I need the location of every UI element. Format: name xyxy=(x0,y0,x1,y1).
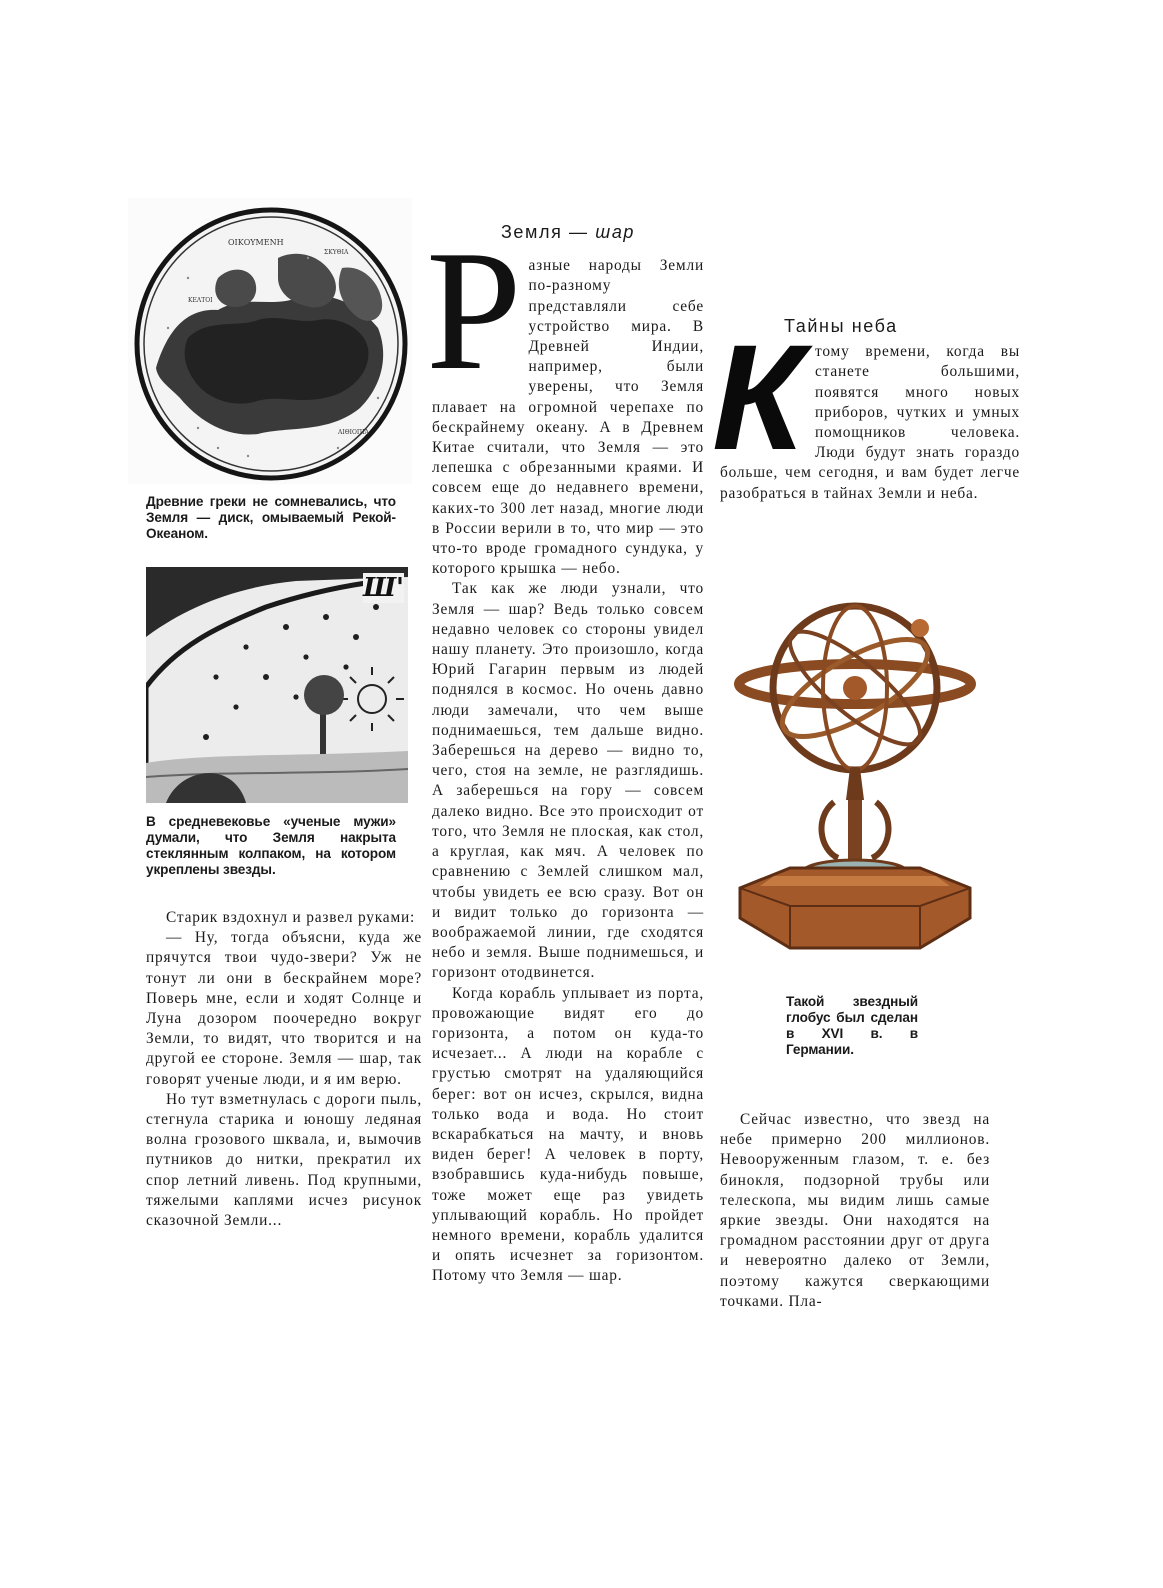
left-column-text xyxy=(146,908,422,1231)
armillary-caption: Такой звездный глобус был сделан в XVI в. в Германии. xyxy=(786,994,918,1057)
right-column-bottom-text xyxy=(720,1110,990,1312)
paragraph: Но тут взметнулась с дороги пыль, стегнула старика и юношу ледяная волна грозового шквала, и, вымочив путников до нитки, прекратил их спор летний ливень. Под крупными, тяжелыми каплями исчез рисунок сказочной Земли... xyxy=(146,1090,422,1230)
flat-earth-illustration xyxy=(128,198,412,484)
drop-cap-r: Р xyxy=(426,216,523,407)
paragraph: — Ну, тогда объясни, куда же прячутся твои чудо-звери? Уж не тонут ли они в бескрайнем море? Поверь мне, если и ходят Солнце и Луна дозором поочередно вокруг Земли, то видят, что творится и на другой ее стороне. Земля — шар, так говорят ученые люди, и я им верю. xyxy=(146,929,422,1088)
svg-text:ΟΙΚΟΥΜΕΝΗ: ΟΙΚΟΥΜΕΝΗ xyxy=(228,238,284,247)
paragraph: Так как же люди узнали, что Земля — шар? Ведь только совсем недавно человек со стороны увидел нашу планету. Это произошло, когда Юрий Гагарин первым из людей поднялся в космос. Но очень давно люди замечали, что чем выше поднимаешься, тем дальше видно. Заберешься на дерево — видно то, чего, стоя на земле, не разглядишь. А заберешься на гору — совсем далеко видно. Все это происходит от того, что Земля не плоская, как стол, а круглая, как мяч. А человек по сравнению с Землей слишком мал, чтобы увидеть ее всю сразу. Вот он и видит только до горизонта — воображаемой линии, где сходятся небо и земля. Выше поднимешься, и горизонт отодвинется. xyxy=(432,580,704,982)
dome-corner-mark: Ш' xyxy=(363,573,404,603)
armillary-sphere-illustration xyxy=(730,588,980,976)
right-column-top-text xyxy=(712,313,1020,504)
intro-text-earth: азные народы Земли по-разному представляли себе устройство мира. В Древней Индии, например, были уверены, что Земля плавает на огромной черепахе по бескрайнему океану. А в Древнем Китае считали, что Земля — это лепешка с обрезанными краями. И совсем еще до недавнего времени, каких-то 300 лет назад, многие люди в России верили в то, что мир — это что-то вроде громадного сундука, у которого крышка — небо. xyxy=(432,257,704,578)
paragraph: Когда корабль уплывает из порта, провожающие видят его до горизонта, а потом он куда-то исчезает... А люди на корабле с грустью смотрят на удаляющийся берег: вот он исчез, скрылся, видна только вода и вода. Но стоит вскарабкаться на мачту, и вновь виден берег! А человек в порту, взобравшись куда-нибудь повыше, тоже может еще раз увидеть уплывающий корабль. Но пройдет немного времени, корабль удалится и опять исчезнет за горизонтом. Потому что Земля — шар. xyxy=(432,984,704,1285)
section-heading-sky: Тайны неба xyxy=(784,316,898,336)
paragraph: Сейчас известно, что звезд на небе примерно 200 миллионов. Невооруженным глазом, т. е. без бинокля, подзорной трубы или телескопа, мы видим лишь самые яркие звезды. Они находятся на громадном расстоянии друг от друга и невероятно далеко от Земли, поэтому кажутся сверкающими точками. Пла- xyxy=(720,1111,990,1310)
svg-text:ΣΚΥΘΙΑ: ΣΚΥΘΙΑ xyxy=(324,249,349,256)
drop-cap-k: К xyxy=(712,313,806,482)
flat-earth-caption: Древние греки не сомневались, что Земля — диск, омываемый Рекой-Океаном. xyxy=(146,494,396,541)
svg-text:ΚΕΛΤΟΙ: ΚΕΛΤΟΙ xyxy=(188,297,213,304)
intro-text-sky: тому времени, когда вы станете большими, появятся много новых приборов, чутких и умных помощников человека. Люди будут знать гораздо больше, чем сегодня, и вам будет легче разобраться в тайнах Земли и неба. xyxy=(720,343,1020,502)
heading-earth-italic: шар xyxy=(595,222,636,242)
dome-caption: В средневековье «ученые мужи» думали, что Земля накрыта стеклянным колпаком, на котором укреплены звезды. xyxy=(146,814,396,877)
paragraph: Старик вздохнул и развел руками: xyxy=(166,909,416,926)
svg-text:ΑΙΘΙΟΠΙΑ: ΑΙΘΙΟΠΙΑ xyxy=(338,429,369,436)
heading-earth-main: Земля — xyxy=(500,222,589,242)
medieval-dome-illustration xyxy=(146,567,408,803)
middle-column-text xyxy=(426,216,704,1287)
